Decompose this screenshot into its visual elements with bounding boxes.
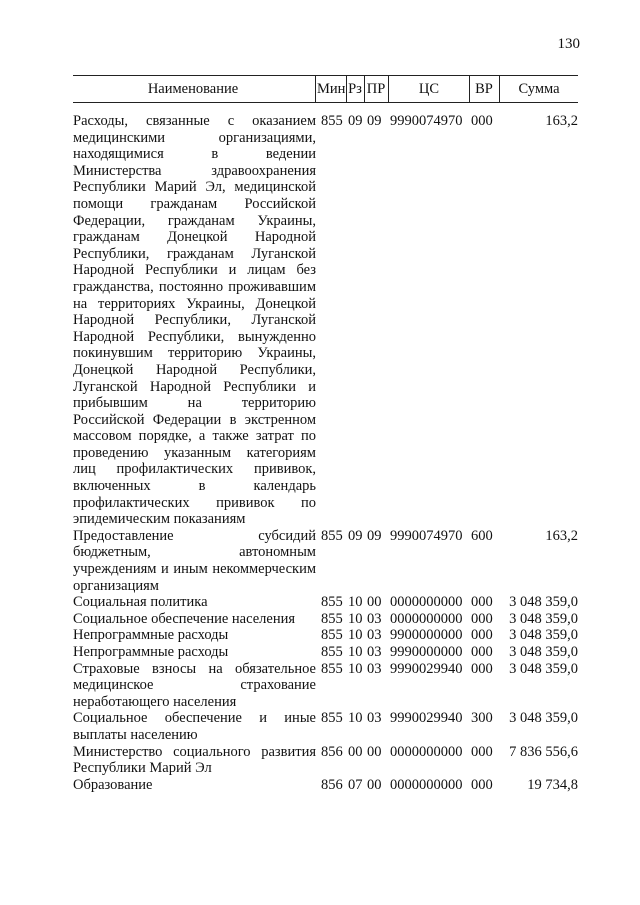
row-name: Страховые взносы на обязательное медицинское страхование неработающего населения — [73, 660, 316, 710]
row-vr: 000 — [471, 644, 493, 660]
row-sum: 163,2 — [545, 527, 578, 544]
row-sum: 3 048 359,0 — [509, 710, 578, 727]
row-min: 855 — [321, 610, 343, 627]
row-rz: 10 — [348, 660, 363, 677]
row-vr: 600 — [471, 527, 493, 544]
row-min: 855 — [321, 627, 343, 644]
row-sum: 3 048 359,0 — [509, 660, 578, 677]
row-cs: 0000000000 — [390, 776, 463, 793]
header-min: Мин — [317, 81, 346, 97]
row-vr: 000 — [471, 743, 493, 760]
row-sum: 3 048 359,0 — [509, 644, 578, 660]
row-rz: 10 — [348, 594, 363, 611]
row-cs: 0000000000 — [390, 743, 463, 760]
row-sum: 3 048 359,0 — [509, 594, 578, 611]
row-rz: 10 — [348, 627, 363, 644]
table-row — [73, 744, 578, 777]
page-number: 130 — [557, 36, 580, 52]
row-min: 855 — [321, 644, 343, 660]
row-name: Непрограммные расходы — [73, 627, 229, 644]
row-pr: 03 — [367, 610, 382, 627]
row-rz: 09 — [348, 527, 363, 544]
row-pr: 03 — [367, 644, 382, 660]
row-name: Социальное обеспечение населения — [73, 610, 296, 627]
row-cs: 9990029940 — [390, 710, 463, 727]
table-row — [73, 528, 578, 594]
row-min: 855 — [321, 594, 343, 611]
row-name: Предоставление субсидий бюджетным, автономным учреждениям и иным некоммерческим организациям — [73, 527, 316, 594]
table-row — [73, 113, 578, 528]
table-row — [73, 594, 578, 611]
row-sum: 3 048 359,0 — [509, 627, 578, 644]
row-rz: 00 — [348, 743, 363, 760]
row-vr: 000 — [471, 776, 493, 793]
row-cs: 0000000000 — [390, 610, 463, 627]
table-row — [73, 611, 578, 628]
row-name: Образование — [73, 776, 153, 793]
row-min: 856 — [321, 776, 343, 793]
table-row — [73, 644, 578, 661]
row-sum: 163,2 — [545, 113, 578, 129]
row-vr: 000 — [471, 660, 493, 677]
row-rz: 09 — [348, 113, 363, 129]
row-pr: 03 — [367, 627, 382, 644]
row-cs: 0000000000 — [390, 594, 463, 611]
row-min: 855 — [321, 660, 343, 677]
row-pr: 09 — [367, 527, 382, 544]
row-name: Министерство социального развития Республики Марий Эл — [73, 743, 316, 777]
row-cs: 9900000000 — [390, 627, 463, 644]
row-pr: 00 — [367, 743, 382, 760]
header-divider — [315, 76, 316, 102]
row-min: 855 — [321, 710, 343, 727]
row-vr: 000 — [471, 610, 493, 627]
header-name: Наименование — [147, 81, 239, 97]
row-name: Расходы, связанные с оказанием медицинскими организациями, находящимися в ведении Министерства здравоохранения Республики Марий Эл, медицинской помощи гражданам Российской Федерации, гражданам Украины, гражданам Донецкой Народной Республики, гражданам Луганской Народной Республики и лицам без гражданства, постоянно проживавшим на территориях Украины, Донецкой Народной Республики, Луганской Народной Республики, вынужденно покинувшим территорию Украины, Донецкой Народной Республики, Луганской Народной Республики и прибывшим на территорию Российской Федерации в экстренном массовом порядке, а также затрат по проведению указанным категориям лиц профилактических прививок, включенных в календарь профилактических прививок по эпидемическим показаниям — [73, 113, 316, 528]
table-row — [73, 710, 578, 743]
row-sum: 19 734,8 — [527, 776, 578, 793]
row-min: 855 — [321, 527, 343, 544]
row-rz: 10 — [348, 610, 363, 627]
row-vr: 000 — [471, 627, 493, 644]
header-vr: ВР — [475, 81, 493, 97]
row-sum: 7 836 556,6 — [509, 743, 578, 760]
row-min: 856 — [321, 743, 343, 760]
row-name: Социальная политика — [73, 594, 208, 611]
row-vr: 000 — [471, 113, 493, 129]
budget-table — [73, 113, 578, 793]
row-pr: 00 — [367, 594, 382, 611]
row-pr: 00 — [367, 776, 382, 793]
row-cs: 9990000000 — [390, 644, 463, 660]
row-cs: 9990074970 — [390, 527, 463, 544]
row-rz: 10 — [348, 644, 363, 660]
row-sum: 3 048 359,0 — [509, 610, 578, 627]
table-row — [73, 627, 578, 644]
table-row — [73, 661, 578, 711]
row-name: Непрограммные расходы — [73, 644, 229, 660]
header-cs: ЦС — [418, 81, 440, 97]
row-rz: 07 — [348, 776, 363, 793]
row-name: Социальное обеспечение и иные выплаты населению — [73, 710, 316, 743]
header-pr: ПР — [366, 81, 386, 97]
row-vr: 000 — [471, 594, 493, 611]
row-pr: 03 — [367, 710, 382, 727]
row-min: 855 — [321, 113, 343, 129]
table-row — [73, 777, 578, 794]
row-pr: 03 — [367, 660, 382, 677]
header-rz: Рз — [348, 81, 362, 97]
row-vr: 300 — [471, 710, 493, 727]
table-header — [73, 75, 578, 103]
row-rz: 10 — [348, 710, 363, 727]
row-cs: 9990074970 — [390, 113, 463, 129]
row-pr: 09 — [367, 113, 382, 129]
row-cs: 9990029940 — [390, 660, 463, 677]
header-sum: Сумма — [518, 81, 560, 97]
